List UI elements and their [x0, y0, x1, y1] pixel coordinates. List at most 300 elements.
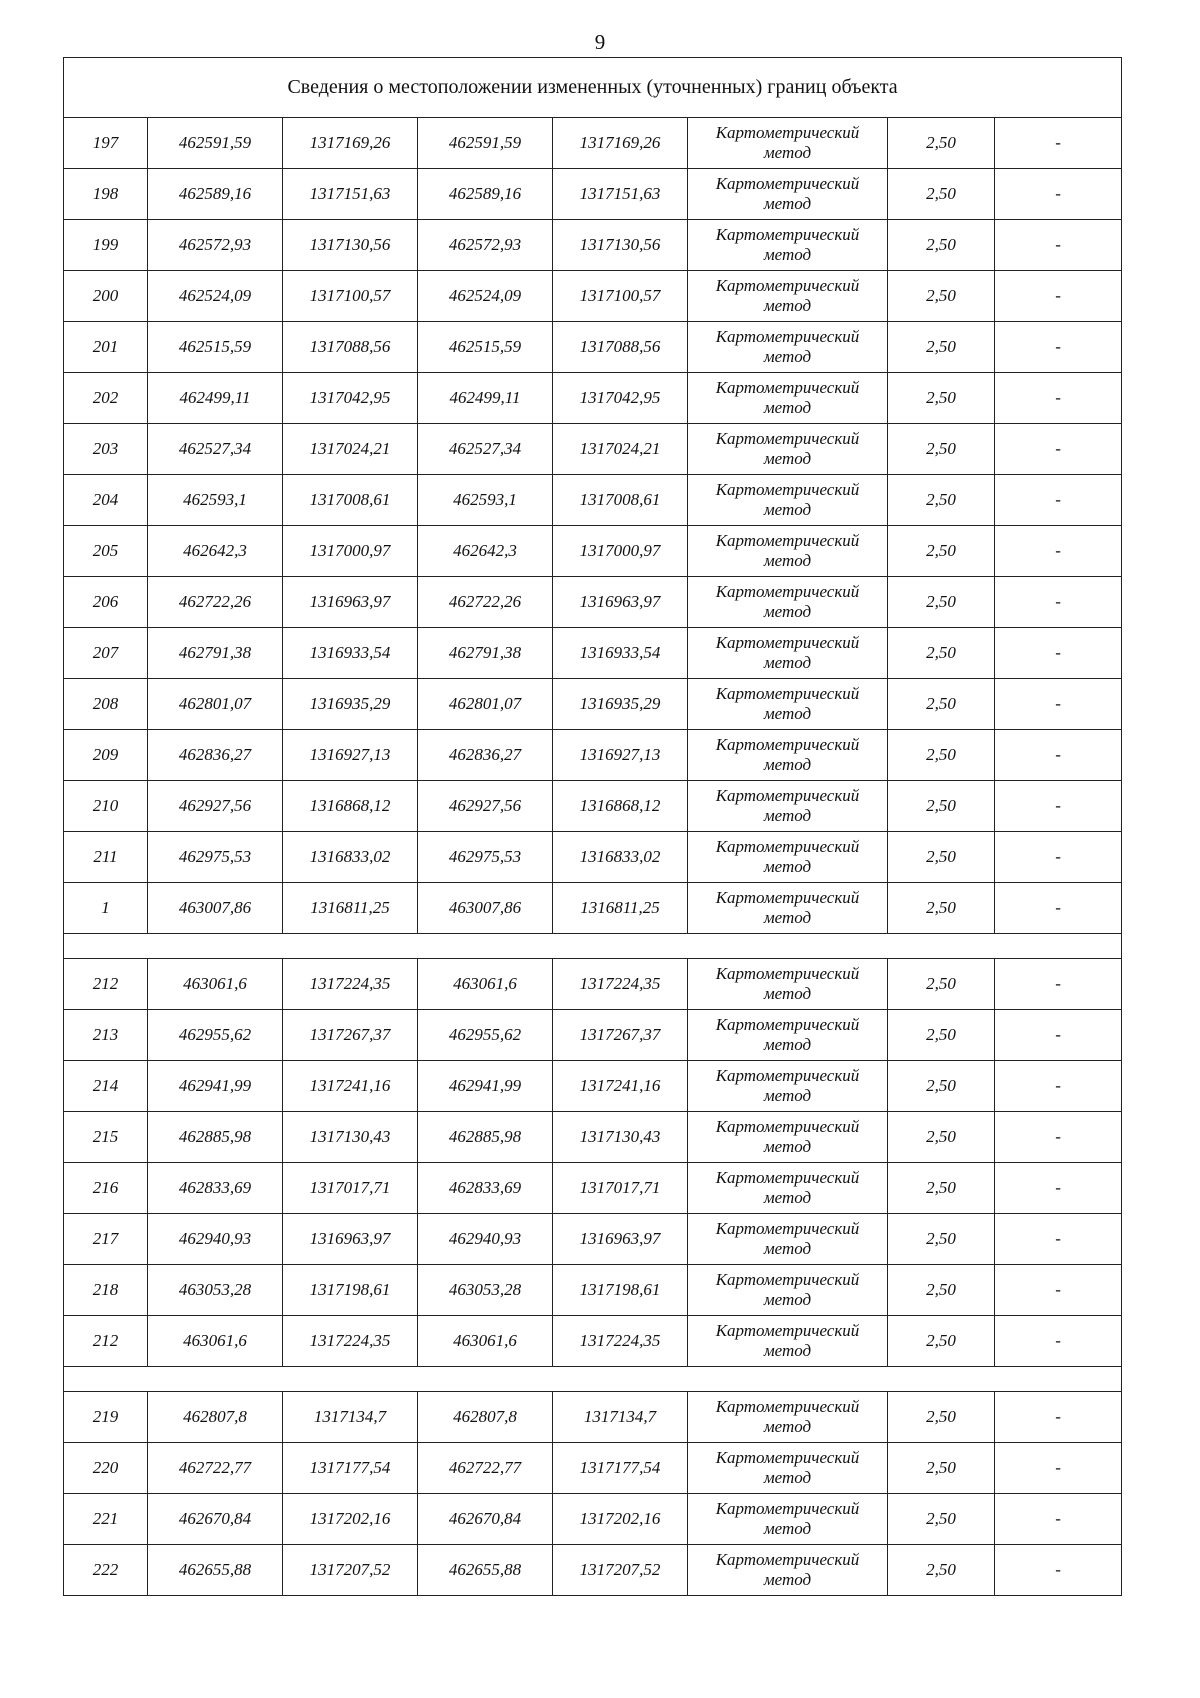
method-line-2: метод — [763, 1290, 812, 1309]
precision-cell: 2,50 — [888, 679, 995, 730]
note-cell: - — [995, 1061, 1122, 1112]
table-row — [64, 832, 1122, 883]
y-refined-cell: 1316927,13 — [553, 730, 688, 781]
method-cell — [688, 220, 888, 271]
point-number-cell: 204 — [64, 475, 148, 526]
y-existing-cell: 1317100,57 — [283, 271, 418, 322]
method-line-2: метод — [763, 908, 812, 927]
method-cell — [688, 883, 888, 934]
x-refined-cell: 462975,53 — [418, 832, 553, 883]
table-row — [64, 1545, 1122, 1596]
table-row — [64, 628, 1122, 679]
method-line-2: метод — [763, 1239, 812, 1258]
y-existing-cell: 1317130,56 — [283, 220, 418, 271]
x-refined-cell: 462941,99 — [418, 1061, 553, 1112]
method-cell — [688, 526, 888, 577]
precision-cell: 2,50 — [888, 1545, 995, 1596]
table-row — [64, 577, 1122, 628]
method-line-1: Картометрический — [715, 1270, 860, 1289]
method-cell — [688, 1061, 888, 1112]
y-refined-cell: 1317169,26 — [553, 118, 688, 169]
table-row — [64, 1214, 1122, 1265]
x-existing-cell: 462885,98 — [148, 1112, 283, 1163]
precision-cell: 2,50 — [888, 1163, 995, 1214]
method-line-1: Картометрический — [715, 276, 860, 295]
y-refined-cell: 1317130,43 — [553, 1112, 688, 1163]
point-number-cell: 1 — [64, 883, 148, 934]
point-number-cell: 205 — [64, 526, 148, 577]
table-row — [64, 959, 1122, 1010]
x-existing-cell: 462593,1 — [148, 475, 283, 526]
y-existing-cell: 1316963,97 — [283, 577, 418, 628]
table-row — [64, 526, 1122, 577]
table-row — [64, 220, 1122, 271]
table-row — [64, 1392, 1122, 1443]
point-number-cell: 202 — [64, 373, 148, 424]
point-number-cell: 217 — [64, 1214, 148, 1265]
x-existing-cell: 462791,38 — [148, 628, 283, 679]
y-refined-cell: 1316833,02 — [553, 832, 688, 883]
note-cell: - — [995, 475, 1122, 526]
table-row — [64, 322, 1122, 373]
x-existing-cell: 462807,8 — [148, 1392, 283, 1443]
x-existing-cell: 462655,88 — [148, 1545, 283, 1596]
y-existing-cell: 1316811,25 — [283, 883, 418, 934]
y-existing-cell: 1316963,97 — [283, 1214, 418, 1265]
method-line-1: Картометрический — [715, 1499, 860, 1518]
note-cell: - — [995, 832, 1122, 883]
note-cell: - — [995, 679, 1122, 730]
point-number-cell: 206 — [64, 577, 148, 628]
x-existing-cell: 462801,07 — [148, 679, 283, 730]
method-line-2: метод — [763, 245, 812, 264]
point-number-cell: 210 — [64, 781, 148, 832]
method-cell — [688, 577, 888, 628]
method-cell — [688, 832, 888, 883]
precision-cell: 2,50 — [888, 1010, 995, 1061]
method-cell — [688, 679, 888, 730]
note-cell: - — [995, 1545, 1122, 1596]
y-refined-cell: 1317177,54 — [553, 1443, 688, 1494]
precision-cell: 2,50 — [888, 577, 995, 628]
method-line-1: Картометрический — [715, 1448, 860, 1467]
table-body — [64, 58, 1122, 1596]
method-line-2: метод — [763, 347, 812, 366]
precision-cell: 2,50 — [888, 1061, 995, 1112]
x-existing-cell: 462515,59 — [148, 322, 283, 373]
y-refined-cell: 1317088,56 — [553, 322, 688, 373]
method-line-2: метод — [763, 1086, 812, 1105]
method-line-2: метод — [763, 194, 812, 213]
table-row — [64, 1316, 1122, 1367]
x-refined-cell: 462791,38 — [418, 628, 553, 679]
y-existing-cell: 1317267,37 — [283, 1010, 418, 1061]
point-number-cell: 213 — [64, 1010, 148, 1061]
x-refined-cell: 462722,26 — [418, 577, 553, 628]
method-cell — [688, 1545, 888, 1596]
x-refined-cell: 462722,77 — [418, 1443, 553, 1494]
y-refined-cell: 1317224,35 — [553, 1316, 688, 1367]
y-existing-cell: 1317198,61 — [283, 1265, 418, 1316]
x-refined-cell: 462807,8 — [418, 1392, 553, 1443]
note-cell: - — [995, 1443, 1122, 1494]
method-line-2: метод — [763, 1188, 812, 1207]
table-row — [64, 1112, 1122, 1163]
y-existing-cell: 1317017,71 — [283, 1163, 418, 1214]
x-existing-cell: 462589,16 — [148, 169, 283, 220]
x-existing-cell: 462833,69 — [148, 1163, 283, 1214]
y-existing-cell: 1317000,97 — [283, 526, 418, 577]
method-cell — [688, 169, 888, 220]
contour-separator-row — [64, 934, 1122, 959]
method-cell — [688, 1443, 888, 1494]
precision-cell: 2,50 — [888, 781, 995, 832]
method-line-2: метод — [763, 551, 812, 570]
method-line-1: Картометрический — [715, 735, 860, 754]
point-number-cell: 207 — [64, 628, 148, 679]
method-line-1: Картометрический — [715, 429, 860, 448]
y-existing-cell: 1317169,26 — [283, 118, 418, 169]
y-refined-cell: 1317241,16 — [553, 1061, 688, 1112]
precision-cell: 2,50 — [888, 1214, 995, 1265]
x-refined-cell: 462593,1 — [418, 475, 553, 526]
table-row — [64, 271, 1122, 322]
method-line-1: Картометрический — [715, 1168, 860, 1187]
method-line-2: метод — [763, 1035, 812, 1054]
method-line-2: метод — [763, 1137, 812, 1156]
method-line-2: метод — [763, 1570, 812, 1589]
method-line-1: Картометрический — [715, 1015, 860, 1034]
method-cell — [688, 730, 888, 781]
point-number-cell: 197 — [64, 118, 148, 169]
x-existing-cell: 462670,84 — [148, 1494, 283, 1545]
y-existing-cell: 1317042,95 — [283, 373, 418, 424]
y-existing-cell: 1316935,29 — [283, 679, 418, 730]
note-cell: - — [995, 271, 1122, 322]
precision-cell: 2,50 — [888, 169, 995, 220]
method-cell — [688, 628, 888, 679]
point-number-cell: 212 — [64, 959, 148, 1010]
method-line-1: Картометрический — [715, 174, 860, 193]
x-existing-cell: 462572,93 — [148, 220, 283, 271]
precision-cell: 2,50 — [888, 322, 995, 373]
x-existing-cell: 462975,53 — [148, 832, 283, 883]
point-number-cell: 209 — [64, 730, 148, 781]
table-row — [64, 1163, 1122, 1214]
table-row — [64, 1010, 1122, 1061]
y-refined-cell: 1317267,37 — [553, 1010, 688, 1061]
method-cell — [688, 475, 888, 526]
method-line-2: метод — [763, 1341, 812, 1360]
table-row — [64, 883, 1122, 934]
x-refined-cell: 462885,98 — [418, 1112, 553, 1163]
table-row — [64, 169, 1122, 220]
x-existing-cell: 462524,09 — [148, 271, 283, 322]
method-line-1: Картометрический — [715, 888, 860, 907]
y-refined-cell: 1317100,57 — [553, 271, 688, 322]
method-line-1: Картометрический — [715, 1066, 860, 1085]
note-cell: - — [995, 322, 1122, 373]
y-refined-cell: 1316868,12 — [553, 781, 688, 832]
point-number-cell: 219 — [64, 1392, 148, 1443]
method-cell — [688, 322, 888, 373]
y-existing-cell: 1317008,61 — [283, 475, 418, 526]
y-existing-cell: 1317202,16 — [283, 1494, 418, 1545]
y-existing-cell: 1316927,13 — [283, 730, 418, 781]
note-cell: - — [995, 118, 1122, 169]
y-refined-cell: 1316811,25 — [553, 883, 688, 934]
point-number-cell: 201 — [64, 322, 148, 373]
y-existing-cell: 1316833,02 — [283, 832, 418, 883]
method-cell — [688, 1494, 888, 1545]
y-existing-cell: 1316868,12 — [283, 781, 418, 832]
y-existing-cell: 1316933,54 — [283, 628, 418, 679]
contour-separator-cell — [64, 934, 1122, 959]
method-line-1: Картометрический — [715, 1117, 860, 1136]
boundary-coordinates-table — [63, 57, 1122, 1596]
method-cell — [688, 1316, 888, 1367]
precision-cell: 2,50 — [888, 118, 995, 169]
precision-cell: 2,50 — [888, 1265, 995, 1316]
point-number-cell: 208 — [64, 679, 148, 730]
method-line-2: метод — [763, 449, 812, 468]
precision-cell: 2,50 — [888, 373, 995, 424]
y-refined-cell: 1317130,56 — [553, 220, 688, 271]
y-refined-cell: 1316963,97 — [553, 577, 688, 628]
table-row — [64, 679, 1122, 730]
table-row — [64, 1443, 1122, 1494]
y-refined-cell: 1317134,7 — [553, 1392, 688, 1443]
method-line-2: метод — [763, 1519, 812, 1538]
method-line-2: метод — [763, 602, 812, 621]
x-refined-cell: 462833,69 — [418, 1163, 553, 1214]
x-existing-cell: 462940,93 — [148, 1214, 283, 1265]
x-existing-cell: 462642,3 — [148, 526, 283, 577]
method-cell — [688, 959, 888, 1010]
x-refined-cell: 462499,11 — [418, 373, 553, 424]
y-existing-cell: 1317177,54 — [283, 1443, 418, 1494]
x-refined-cell: 462527,34 — [418, 424, 553, 475]
x-refined-cell: 462801,07 — [418, 679, 553, 730]
precision-cell: 2,50 — [888, 959, 995, 1010]
note-cell: - — [995, 883, 1122, 934]
note-cell: - — [995, 1316, 1122, 1367]
method-line-2: метод — [763, 984, 812, 1003]
x-refined-cell: 462655,88 — [418, 1545, 553, 1596]
point-number-cell: 215 — [64, 1112, 148, 1163]
x-refined-cell: 462940,93 — [418, 1214, 553, 1265]
x-refined-cell: 462524,09 — [418, 271, 553, 322]
y-refined-cell: 1316963,97 — [553, 1214, 688, 1265]
precision-cell: 2,50 — [888, 475, 995, 526]
note-cell: - — [995, 373, 1122, 424]
note-cell: - — [995, 628, 1122, 679]
point-number-cell: 220 — [64, 1443, 148, 1494]
method-cell — [688, 1112, 888, 1163]
x-existing-cell: 463061,6 — [148, 959, 283, 1010]
note-cell: - — [995, 959, 1122, 1010]
method-line-1: Картометрический — [715, 531, 860, 550]
x-refined-cell: 463053,28 — [418, 1265, 553, 1316]
precision-cell: 2,50 — [888, 1443, 995, 1494]
method-line-1: Картометрический — [715, 378, 860, 397]
method-line-2: метод — [763, 755, 812, 774]
y-refined-cell: 1317008,61 — [553, 475, 688, 526]
y-existing-cell: 1317151,63 — [283, 169, 418, 220]
method-cell — [688, 1265, 888, 1316]
method-line-2: метод — [763, 1468, 812, 1487]
x-existing-cell: 462499,11 — [148, 373, 283, 424]
y-existing-cell: 1317224,35 — [283, 1316, 418, 1367]
table-row — [64, 781, 1122, 832]
table-row — [64, 1265, 1122, 1316]
y-existing-cell: 1317224,35 — [283, 959, 418, 1010]
table-row — [64, 475, 1122, 526]
method-line-2: метод — [763, 1417, 812, 1436]
y-existing-cell: 1317134,7 — [283, 1392, 418, 1443]
x-refined-cell: 462836,27 — [418, 730, 553, 781]
x-existing-cell: 463061,6 — [148, 1316, 283, 1367]
y-refined-cell: 1317198,61 — [553, 1265, 688, 1316]
method-line-1: Картометрический — [715, 837, 860, 856]
point-number-cell: 222 — [64, 1545, 148, 1596]
precision-cell: 2,50 — [888, 526, 995, 577]
x-refined-cell: 463061,6 — [418, 959, 553, 1010]
precision-cell: 2,50 — [888, 1392, 995, 1443]
method-line-1: Картометрический — [715, 786, 860, 805]
precision-cell: 2,50 — [888, 883, 995, 934]
x-refined-cell: 462955,62 — [418, 1010, 553, 1061]
x-refined-cell: 462515,59 — [418, 322, 553, 373]
note-cell: - — [995, 526, 1122, 577]
method-line-1: Картометрический — [715, 633, 860, 652]
method-line-1: Картометрический — [715, 1397, 860, 1416]
y-refined-cell: 1317224,35 — [553, 959, 688, 1010]
x-existing-cell: 463053,28 — [148, 1265, 283, 1316]
precision-cell: 2,50 — [888, 220, 995, 271]
point-number-cell: 200 — [64, 271, 148, 322]
method-line-1: Картометрический — [715, 123, 860, 142]
table-row — [64, 1061, 1122, 1112]
x-refined-cell: 462642,3 — [418, 526, 553, 577]
method-line-2: метод — [763, 296, 812, 315]
method-line-2: метод — [763, 398, 812, 417]
x-existing-cell: 462955,62 — [148, 1010, 283, 1061]
x-refined-cell: 462670,84 — [418, 1494, 553, 1545]
table-row — [64, 373, 1122, 424]
note-cell: - — [995, 781, 1122, 832]
method-line-1: Картометрический — [715, 684, 860, 703]
note-cell: - — [995, 1265, 1122, 1316]
y-refined-cell: 1317202,16 — [553, 1494, 688, 1545]
x-existing-cell: 463007,86 — [148, 883, 283, 934]
note-cell: - — [995, 1010, 1122, 1061]
method-cell — [688, 118, 888, 169]
method-line-1: Картометрический — [715, 1321, 860, 1340]
y-existing-cell: 1317207,52 — [283, 1545, 418, 1596]
table-row — [64, 1494, 1122, 1545]
y-existing-cell: 1317024,21 — [283, 424, 418, 475]
note-cell: - — [995, 1392, 1122, 1443]
note-cell: - — [995, 1112, 1122, 1163]
method-cell — [688, 1214, 888, 1265]
precision-cell: 2,50 — [888, 832, 995, 883]
note-cell: - — [995, 577, 1122, 628]
x-refined-cell: 462589,16 — [418, 169, 553, 220]
y-refined-cell: 1317207,52 — [553, 1545, 688, 1596]
note-cell: - — [995, 169, 1122, 220]
y-existing-cell: 1317241,16 — [283, 1061, 418, 1112]
method-line-1: Картометрический — [715, 582, 860, 601]
point-number-cell: 203 — [64, 424, 148, 475]
precision-cell: 2,50 — [888, 730, 995, 781]
x-existing-cell: 462722,26 — [148, 577, 283, 628]
method-cell — [688, 373, 888, 424]
method-cell — [688, 1163, 888, 1214]
precision-cell: 2,50 — [888, 271, 995, 322]
table-row — [64, 118, 1122, 169]
method-line-1: Картометрический — [715, 1219, 860, 1238]
y-existing-cell: 1317088,56 — [283, 322, 418, 373]
point-number-cell: 218 — [64, 1265, 148, 1316]
method-line-2: метод — [763, 500, 812, 519]
precision-cell: 2,50 — [888, 1494, 995, 1545]
point-number-cell: 214 — [64, 1061, 148, 1112]
x-refined-cell: 462927,56 — [418, 781, 553, 832]
x-refined-cell: 463061,6 — [418, 1316, 553, 1367]
x-existing-cell: 462836,27 — [148, 730, 283, 781]
method-cell — [688, 781, 888, 832]
method-line-1: Картометрический — [715, 964, 860, 983]
x-existing-cell: 462527,34 — [148, 424, 283, 475]
note-cell: - — [995, 1494, 1122, 1545]
x-existing-cell: 462722,77 — [148, 1443, 283, 1494]
y-refined-cell: 1316933,54 — [553, 628, 688, 679]
method-cell — [688, 271, 888, 322]
method-line-2: метод — [763, 653, 812, 672]
method-cell — [688, 424, 888, 475]
method-line-2: метод — [763, 857, 812, 876]
y-refined-cell: 1317017,71 — [553, 1163, 688, 1214]
point-number-cell: 211 — [64, 832, 148, 883]
x-existing-cell: 462591,59 — [148, 118, 283, 169]
point-number-cell: 199 — [64, 220, 148, 271]
precision-cell: 2,50 — [888, 424, 995, 475]
y-refined-cell: 1317000,97 — [553, 526, 688, 577]
y-refined-cell: 1317151,63 — [553, 169, 688, 220]
precision-cell: 2,50 — [888, 1112, 995, 1163]
point-number-cell: 216 — [64, 1163, 148, 1214]
method-cell — [688, 1010, 888, 1061]
note-cell: - — [995, 730, 1122, 781]
y-refined-cell: 1316935,29 — [553, 679, 688, 730]
point-number-cell: 221 — [64, 1494, 148, 1545]
note-cell: - — [995, 220, 1122, 271]
method-line-1: Картометрический — [715, 480, 860, 499]
table-title: Сведения о местоположении измененных (уточненных) границ объекта — [64, 58, 1122, 118]
precision-cell: 2,50 — [888, 1316, 995, 1367]
x-existing-cell: 462927,56 — [148, 781, 283, 832]
point-number-cell: 212 — [64, 1316, 148, 1367]
note-cell: - — [995, 424, 1122, 475]
table-title-row — [64, 58, 1122, 118]
y-refined-cell: 1317042,95 — [553, 373, 688, 424]
method-line-2: метод — [763, 704, 812, 723]
x-refined-cell: 463007,86 — [418, 883, 553, 934]
note-cell: - — [995, 1163, 1122, 1214]
method-line-1: Картометрический — [715, 327, 860, 346]
point-number-cell: 198 — [64, 169, 148, 220]
